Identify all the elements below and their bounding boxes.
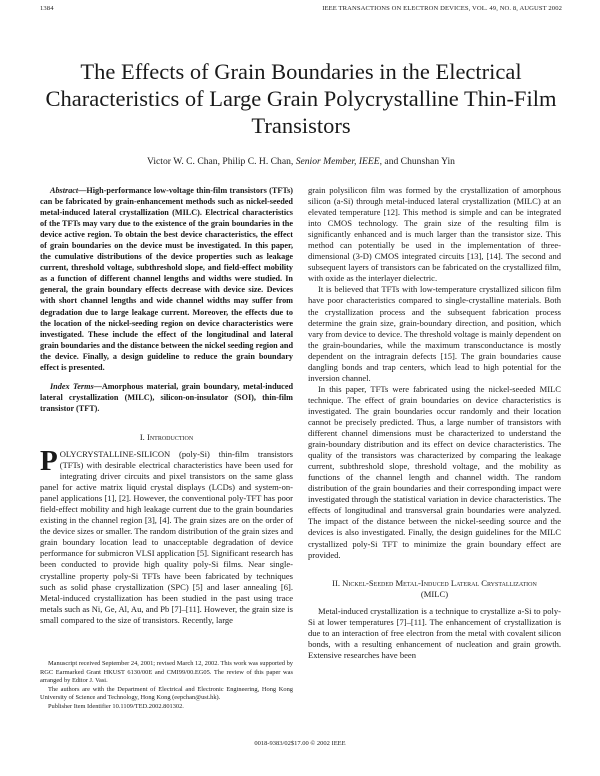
section-heading-milc: II. Nickel-Seeded Metal-Induced Lateral Crystallization (MILC) (332, 577, 537, 599)
footnotes (40, 660, 293, 711)
index-terms-text: —Amorphous material, grain boundary, metal-induced lateral crystallization (MILC), silicon-on-insulator (SOI), thin-film transistor (TFT). (40, 381, 294, 413)
page-number: 1384 (40, 5, 54, 12)
footnote-identifier: Publisher Item Identifier 10.1109/TED.2002.801302. (48, 702, 184, 710)
section-heading-introduction: I. Introduction (139, 431, 194, 442)
footnote-manuscript: Manuscript received September 24, 2001; revised March 12, 2002. This work was supported by RGC Earmarked Grant HKUST 6130/00E and CMI99/00.EG05. The review of this paper was arranged by Editor J. Vasi. (40, 660, 293, 684)
authors (40, 156, 562, 167)
right-column (308, 185, 561, 661)
author-role: Senior Member, IEEE, (295, 156, 383, 167)
copyright-footer: 0018-9383/02$17.00 © 2002 IEEE (254, 740, 346, 747)
journal-header: IEEE TRANSACTIONS ON ELECTRON DEVICES, VOL. 49, NO. 8, AUGUST 2002 (322, 5, 562, 12)
intro-paragraph-2: It is believed that TFTs with low-temperature crystallized silicon film have poor characteristics compared to single-crystalline materials. Both the crystallization process and the subsequent fabrication process determine the grain size, grain-boundary direction, and position, which vary from device to device. The threshold voltage is mainly dependent on the grain-boundaries, while the maximum transconductance is mostly dependent on the intragrain defects [15]. The grain boundaries cause dangling bonds and trap centers, which lead to high potential for the inversion channel. (308, 284, 561, 383)
index-terms-label: Index Terms (50, 381, 94, 391)
intro-paragraph-3: In this paper, TFTs were fabricated using the nickel-seeded MILC technique. The effect of grain boundaries on device characteristics is investigated. The grain boundaries occur randomly and their location cannot be precisely predicted. Thus, a large number of transistors with different channel dimensions must be characterized to understand the grain-boundary distribution and its effect on device characteristics. The quality of the transistors was characterized by comparing the leakage current, subthreshold slope, threshold voltage, and the mobility as functions of the channel length and channel width. The random distribution of the grain boundaries and their corresponding impact were investigated through the statistical variation in device characteristics. The effects of longitudinal and transversal grain boundaries were analyzed. The impact of the distance between the nickel-seeding source and the devices is also investigated. Finally, the design guidelines for the MILC crystallized poly-Si TFT to minimize the grain boundary effect are provided. (308, 383, 561, 560)
intro-paragraph-1 (40, 444, 293, 626)
left-column (40, 185, 293, 626)
milc-paragraph-1: Metal-induced crystallization is a technique to crystallize a-Si to poly-Si at lower temperatures [7]–[11]. The enhancement of crystallization is due to an interaction of free electron from the metal with covalent silicon bonds, with a resulting enhancement of nucleation and grain growth. Extensive researches have been (308, 605, 561, 660)
footnote-affiliation: The authors are with the Department of Electrical and Electronic Engineering, Hong Kong University of Science and Technology, Hong Kong (eepchan@ust.hk). (40, 685, 293, 701)
abstract-text: —High-performance low-voltage thin-film transistors (TFTs) can be fabricated by grain-enhancement methods such as nickel-seeded metal-induced lateral crystallization (MILC). Electrical characteristics of the TFTs may vary due to the existence of the grain boundaries in the device active region. To obtain the best device characteristics, the effect of grain boundaries on the device must be investigated. In this paper, the cumulative distributions of the device properties such as leakage current, threshold voltage, subthreshold slope, and field-effect mobility as a function of different channel lengths and widths were studied. In general, the grain boundary effects decrease with device size. Devices with short channel lengths and wide channel widths may suffer from degradation due to large leakage current. Moreover, the effects due to the location of the nickel-seeding region on device characteristics were investigated. These include the effect of the longitudinal and lateral grain boundaries and the distance between the nickel seeding region and the device. Finally, a design guideline to reduce the grain boundary effect is presented. (40, 186, 293, 372)
abstract-label: Abstract (50, 186, 79, 195)
author-names: Victor W. C. Chan, Philip C. H. Chan, (147, 156, 296, 167)
author-names-2: and Chunshan Yin (382, 156, 455, 167)
drop-cap: P (40, 444, 58, 477)
intro-paragraph-1-continued: grain polysilicon film was formed by the crystallization of amorphous silicon (a-Si) through metal-induced lateral crystallization (MILC) at an elevated temperature [12]. This method is simple and can be integrated into CMOS technology. The grain size of the resulting film is significantly enhanced and is much larger than the transistor size. This method can potentially be used in the implementation of three-dimensional (3-D) CMOS integrated circuits [13], [14]. The second and subsequent layers of transistors can be fabricated on the crystallized film, with oxide as the interlayer dielectric. (308, 185, 561, 284)
abstract (40, 185, 293, 373)
intro-text: OLYCRYSTALLINE-SILICON (poly-Si) thin-film transistors (TFTs) with desirable electrical characteristics have been used for integrating driver circuits and pixel transistors on the same glass panel for active matrix liquid crystal displays (LCDs) and system-on-panel applications [1], [2]. However, the conventional poly-TFT has poor field-effect mobility and high leakage current due to the grain boundaries existing in the channel region [3], [4]. The grain sizes are on the order of the device sizes or smaller. The random distribution of the grain sizes and grain boundary location lead to unacceptable degradation of device performance for submicron VLSI application [5]. Significant research has been conducted to provide high quality poly-Si films. Near single-crystalline property poly-Si TFTs have been fabricated by techniques such as solid phase crystallization (SPC) [5] and laser annealing [6]. Metal-induced crystallization has been studied in the past using trace metals such as Ni, Ge, Al, Au, and Pb [7]–[11]. However, the grain size is small compared to the size of transistors. Recently, large (40, 448, 293, 625)
index-terms (40, 381, 293, 414)
paper-title: The Effects of Grain Boundaries in the Electrical Characteristics of Large Grain Polycrystalline Thin-Film Transistors (45, 59, 557, 138)
